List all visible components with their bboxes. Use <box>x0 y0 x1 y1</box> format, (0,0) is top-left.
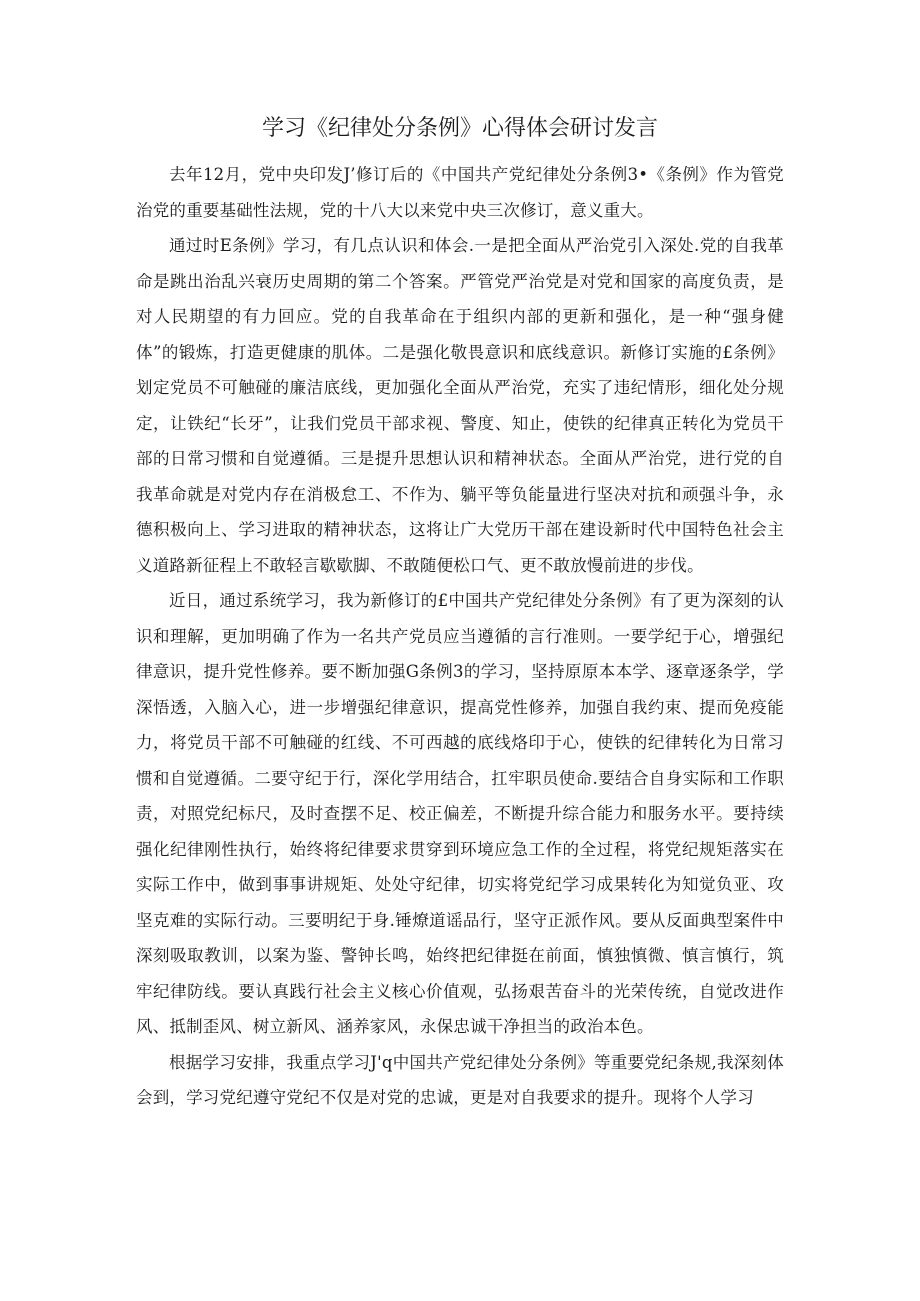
document-title: 学习《纪律处分条例》心得体会研讨发言 <box>261 116 658 141</box>
paragraph-3: 近日，通过系统学习，我为新修订的£中国共产党纪律处分条例》有了更为深刻的认识和理解，更加明确了作为一名共产党员应当遵循的言行准则。一要学纪于心，增强纪律意识，提升党性修养。要不断加强G条例3的学习，坚持原原本本学、逐章逐条学，学深悟透，入脑入心，进一步增强纪律意识，提高党性修养，加强自我约束、提而免疫能力，将党员干部不可触碰的红线、不可西越的底线烙印于心，使铁的纪律转化为日常习惯和自觉遵循。二要守纪于行，深化学用结合，扛牢职员使命.要结合自身实际和工作职责，对照党纪标尺，及时查摆不足、校正偏差，不断提升综合能力和服务水平。要持续强化纪律刚性执行，始终将纪律要求贯穿到环境应急工作的全过程，将党纪规矩落实在实际工作中，做到事事讲规矩、处处守纪律，切实将党纪学习成果转化为知觉负亚、攻坚克难的实际行动。三要明纪于身.锤燎道谣品行，坚守正派作风。要从反面典型案件中深刻吸取教训，以案为鉴、警钟长鸣，始终把纪律挺在前面，慎独慎微、慎言慎行，筑牢纪律防线。要认真践行社会主义核心价值观，弘扬艰苦奋斗的光荣传统，自觉改进作风、抵制歪风、树立新风、涵养家风，永保忠诚干净担当的政治本色。 <box>136 591 784 1036</box>
document-body <box>136 157 784 1116</box>
paragraph-2: 通过时E条例》学习，有几点认识和体会.一是把全面从严治党引入深处.党的自我革命是跳出治乱兴衰历史周期的第二个答案。严管党严治党是对党和国家的高度负责，是对人民期望的有力回应。党的自我革命在于组织内部的更新和强化，是一种“强身健体”的锻炼，打造更健康的肌体。二是强化敬畏意识和底线意识。新修订实施的£条例》划定党员不可触碰的廉洁底线，更加强化全面从严治党，充实了违纪情形，细化处分规定，让铁纪“长牙”，让我们党员干部求视、警度、知止，使铁的纪律真正转化为党员干部的日常习惯和自觉遵循。三是提升思想认识和精神状态。全面从严治党，进行党的自我革命就是对党内存在消极怠工、不作为、躺平等负能量进行坚决对抗和顽强斗争，永德积极向上、学习进取的精神状态，这将让广大党历干部在建设新时代中国特色社会主义道路新征程上不敢轻言歇歇脚、不敢随便松口气、更不敢放慢前进的步伐。 <box>136 236 784 575</box>
paragraph-1: 去年12月，党中央印发J’修订后的《中国共产党纪律处分条例3•《条例》作为管党治党的重要基础性法规，党的十八大以来党中央三次修订，意义重大。 <box>136 165 784 220</box>
paragraph-4: 根据学习安排，我重点学习J'q中国共产党纪律处分条例》等重要党纪条规,我深刻体会到，学习党纪遵守党纪不仅是对党的忠诚，更是对自我要求的提升。现将个人学习 <box>136 1052 784 1107</box>
